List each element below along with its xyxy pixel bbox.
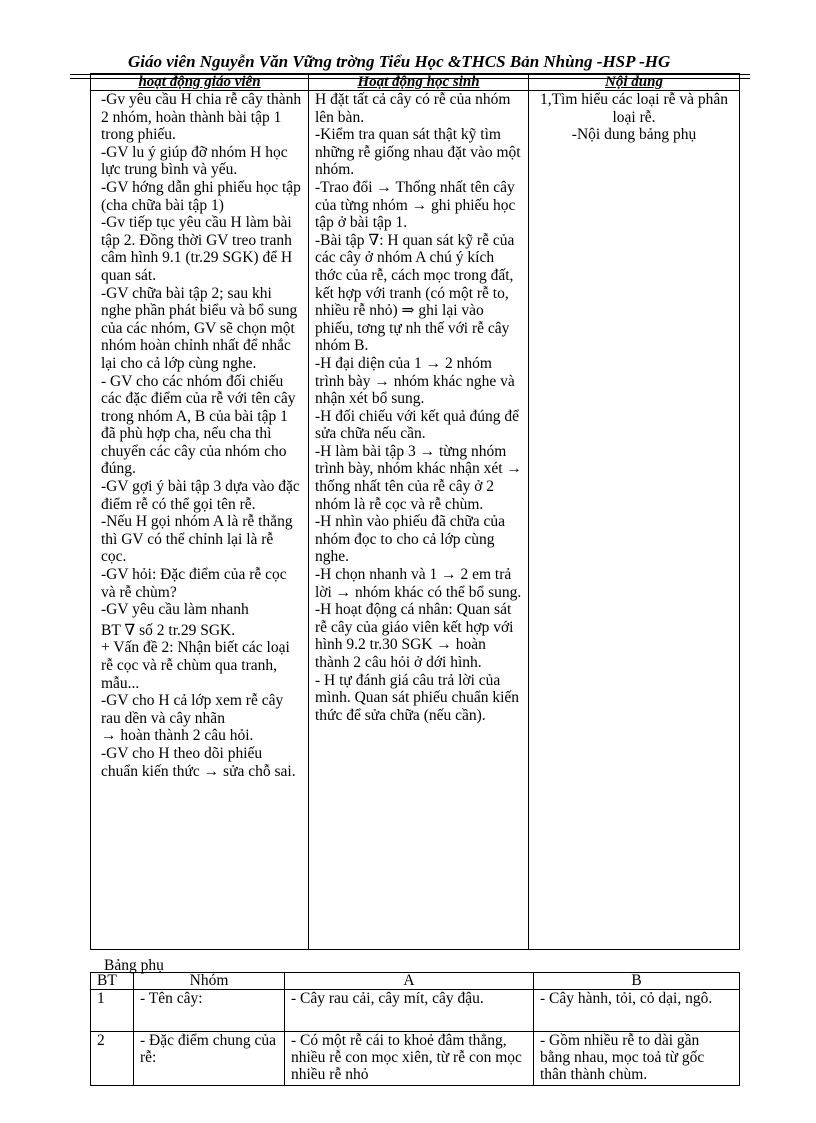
bang-phu-label: Bảng phụ bbox=[104, 957, 164, 974]
lesson-table-header-row bbox=[91, 74, 740, 91]
header-content: Nội dung bbox=[529, 74, 740, 91]
bang-phu-row bbox=[91, 990, 740, 1032]
bang-phu-cell-bt: 2 bbox=[91, 1032, 134, 1086]
bang-phu-cell-nhom: - Tên cây: bbox=[134, 990, 285, 1032]
bang-phu-header-b: B bbox=[534, 973, 740, 990]
bang-phu-table bbox=[90, 972, 740, 1086]
bang-phu-cell-a: - Cây rau cải, cây mít, cây đậu. bbox=[285, 990, 534, 1032]
bang-phu-cell-a: - Có một rễ cái to khoẻ đâm thẳng, nhiều rễ con mọc xiên, từ rễ con mọc nhiều rễ nhỏ bbox=[285, 1032, 534, 1086]
header-teacher-activity: hoạt động giáo viên bbox=[91, 74, 309, 91]
bang-phu-cell-nhom: - Đặc điểm chung của rễ: bbox=[134, 1032, 285, 1086]
teacher-activity-bt: BT ∇ số 2 tr.29 SGK. bbox=[101, 621, 236, 639]
page-header: Giáo viên Nguyễn Văn Vững trờng Tiểu Học &THCS Bản Nhùng -HSP -HG bbox=[128, 52, 671, 71]
bang-phu-cell-b: - Gồm nhiều rễ to dài gần bằng nhau, mọc toả từ gốc thân thành chùm. bbox=[534, 1032, 740, 1086]
teacher-activity-text: -Gv yêu cầu H chia rễ cây thành 2 nhóm, hoàn thành bài tập 1 trong phiếu. -GV lu ý giúp đỡ nhóm H học lực trung bình và yếu. -GV hớng dẫn ghi phiếu học tập (cha chữa bài tập 1) -Gv tiếp tục yêu cầu H làm bài tập 2. Đồng thời GV treo tranh câm hình 9.1 (tr.29 SGK) để H quan sát. -GV chữa bài tập 2; sau khi nghe phần phát biểu và bổ sung của các nhóm, GV sẽ chọn một nhóm hoàn chỉnh nhất để nhắc lại cho cả lớp cùng nghe. - GV cho các nhóm đối chiếu các đặc điểm của rễ với tên cây trong nhóm A, B của bài tập 1 đã phù hợp cha, nếu cha thì chuyển các cây của nhóm cho đúng. -GV gợi ý bài tập 3 dựa vào đặc điểm rễ có thể gọi tên rễ. -Nếu H gọi nhóm A là rễ thẳng thì GV có thể chỉnh lại là rễ cọc. -GV hỏi: Đặc điểm của rễ cọc và rễ chùm? -GV yêu cầu làm nhanh bbox=[101, 91, 302, 619]
content-cell bbox=[529, 91, 740, 950]
bang-phu-row bbox=[91, 1032, 740, 1086]
header-student-activity: Hoạt động học sinh bbox=[309, 74, 529, 91]
teacher-activity-cell bbox=[91, 91, 309, 950]
student-activity-text: H đặt tất cả cây có rễ của nhóm lên bàn. -Kiểm tra quan sát thật kỹ tìm những rễ giống nhau đặt vào một nhóm. -Trao đổi → Thống nhất tên cây của từng nhóm → ghi phiếu học tập ở bài tập 1. -Bài tập ∇: H quan sát kỹ rễ của các cây ở nhóm A chú ý kích thớc của rễ, cách mọc trong đất, kết hợp với tranh (có một rễ to, nhiều rễ nhỏ) ⇒ ghi lại vào phiếu, tơng tự nh thế với rễ cây nhóm B. -H đại diện của 1 → 2 nhóm trình bày → nhóm khác nghe và nhận xét bổ sung. -H đối chiếu với kết quả đúng để sửa chữa nếu cần. -H làm bài tập 3 → từng nhóm trình bày, nhóm khác nhận xét → thống nhất tên của rễ cây ở 2 nhóm là rễ cọc và rễ chùm. -H nhìn vào phiếu đã chữa của nhóm đọc to cho cả lớp cùng nghe. -H chọn nhanh và 1 → 2 em trả lời → nhóm khác có thể bổ sung. -H hoạt động cá nhân: Quan sát rễ cây của giáo viên kết hợp với hình 9.2 tr.30 SGK → hoàn thành 2 câu hỏi ở dới hình. - H tự đánh giá câu trả lời của mình. Quan sát phiếu chuẩn kiến thức để sửa chữa (nếu cần). bbox=[315, 91, 522, 724]
bang-phu-cell-b: - Cây hành, tỏi, cỏ dại, ngô. bbox=[534, 990, 740, 1032]
lesson-table bbox=[90, 73, 740, 950]
bang-phu-header-bt: BT bbox=[91, 973, 134, 990]
teacher-activity-tail: + Vấn đề 2: Nhận biết các loại rễ cọc và rễ chùm qua tranh, mẫu... -GV cho H cả lớp xem rễ cây rau dền và cây nhãn → hoàn thành 2 câu hỏi. -GV cho H theo dõi phiếu chuẩn kiến thức → sửa chỗ sai. bbox=[101, 639, 296, 780]
bang-phu-cell-bt: 1 bbox=[91, 990, 134, 1032]
bang-phu-header-a: A bbox=[285, 973, 534, 990]
student-activity-cell bbox=[309, 91, 529, 950]
lesson-table-body-row bbox=[91, 91, 740, 950]
bang-phu-header-row bbox=[91, 973, 740, 990]
content-text: 1,Tìm hiểu các loại rễ và phân loại rễ. -Nội dung bảng phụ bbox=[539, 91, 729, 144]
bang-phu-header-nhom: Nhóm bbox=[134, 973, 285, 990]
